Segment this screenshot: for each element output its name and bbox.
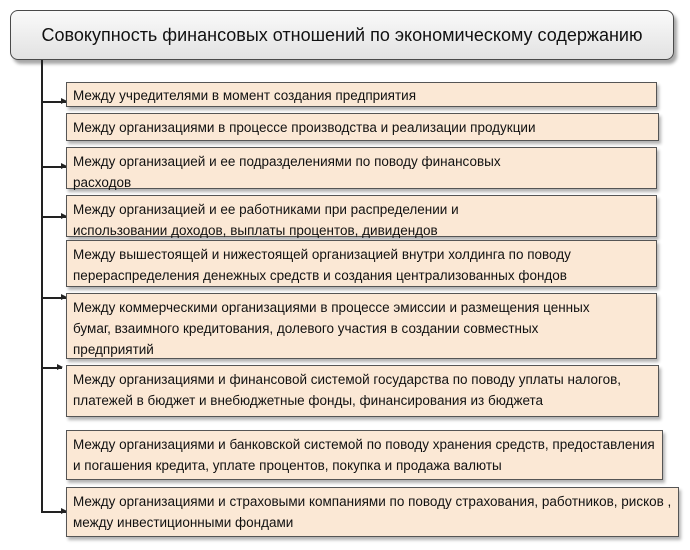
relation-item: Между организациями и страховыми компаниями по поводу страхования, работников, рисков , между инвестиционными фондами xyxy=(66,487,679,537)
connector-trunk xyxy=(41,60,43,513)
relation-item: Между организацией и ее работниками при распределении и использовании доходов, выплаты процентов, дивидендов xyxy=(66,195,657,237)
connector-arrow xyxy=(42,297,66,299)
connector-arrow xyxy=(42,216,66,218)
relation-item: Между вышестоящей и нижестоящей организацией внутри холдинга по поводу перераспределения денежных средств и создания централизованных фондов xyxy=(66,240,657,287)
connector-arrow xyxy=(42,166,66,168)
connector-arrow xyxy=(42,511,66,513)
relation-item: Между организациями в процессе производства и реализации продукции xyxy=(66,113,659,141)
connector-arrow xyxy=(42,101,66,103)
connector-arrow xyxy=(42,367,62,369)
relation-item: Между учредителями в момент создания предприятия xyxy=(66,82,657,107)
relation-item: Между организациями и финансовой системой государства по поводу уплаты налогов, платежей в бюджет и внебюджетные фонды, финансирования из бюджета xyxy=(66,365,659,417)
relation-item: Между организациями и банковской системой по поводу хранения средств, предоставления и погашения кредита, уплате процентов, покупка и продажа валюты xyxy=(66,430,663,480)
diagram-title: Совокупность финансовых отношений по экономическому содержанию xyxy=(10,10,674,60)
relation-item: Между организацией и ее подразделениями по поводу финансовых расходов xyxy=(66,147,657,189)
relation-item: Между коммерческими организациями в процессе эмиссии и размещения ценных бумаг, взаимного кредитования, долевого участия в создании совместных предприятий xyxy=(66,293,657,359)
